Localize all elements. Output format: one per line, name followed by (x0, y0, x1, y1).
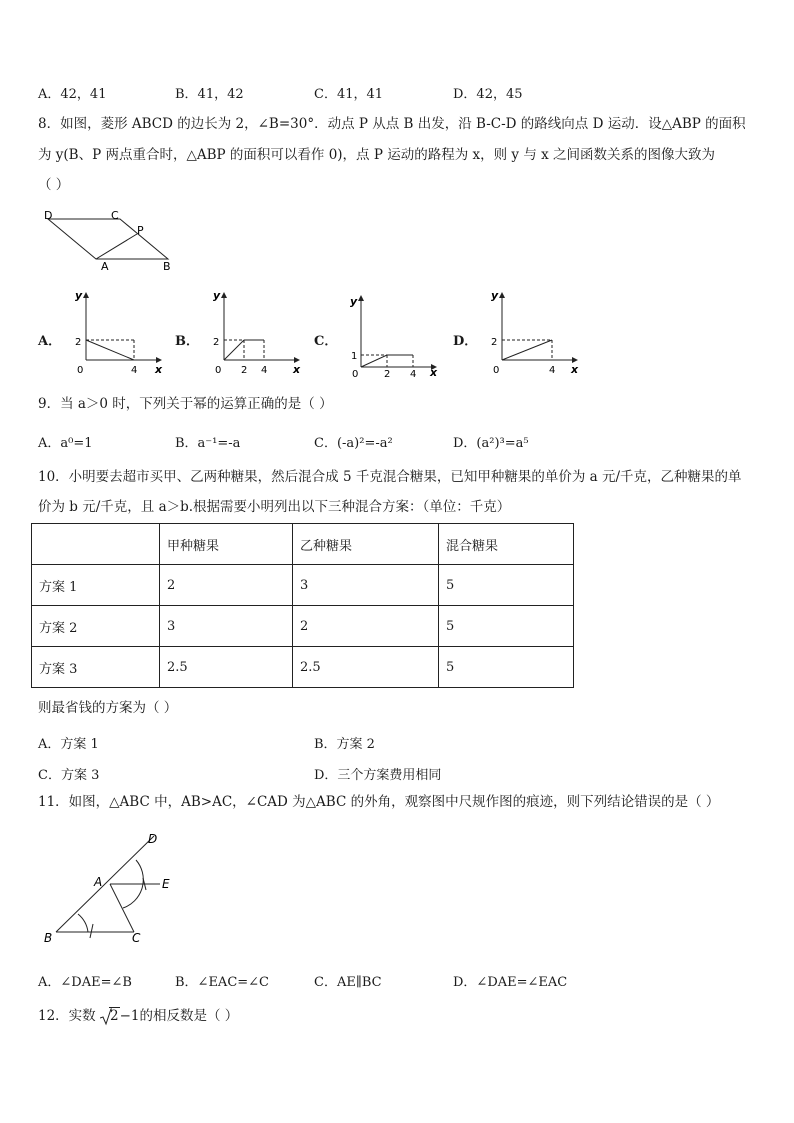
q9-text: 9．当 a＞0 时，下列关于幂的运算正确的是（ ） (38, 396, 333, 412)
table-cell: 5 (439, 606, 574, 647)
label-a: A (94, 875, 103, 889)
table-row (32, 565, 574, 606)
svg-text:2: 2 (384, 369, 391, 380)
svg-text:4: 4 (410, 369, 417, 380)
svg-text:0: 0 (493, 365, 500, 376)
label-a: A (101, 260, 109, 273)
table-cell: 2 (160, 565, 293, 606)
table-row (32, 647, 574, 688)
q8-graph-b (208, 290, 303, 385)
svg-text:x: x (293, 363, 301, 376)
table-cell: 2.5 (160, 647, 293, 688)
q8-answer-paren: （ ） (38, 177, 70, 193)
table-cell: 方案 3 (32, 647, 160, 688)
q8-graph-c (345, 293, 440, 388)
label-c: C (132, 931, 141, 945)
q10-option-b: B．方案 2 (314, 737, 375, 752)
svg-text:4: 4 (131, 365, 138, 376)
q8-graph-a-label: A． (38, 334, 62, 349)
table-header-row (32, 524, 574, 565)
q10-option-d: D．三个方案费用相同 (314, 768, 442, 783)
label-c: C (111, 209, 119, 222)
svg-text:x: x (430, 366, 438, 379)
table-cell: 5 (439, 647, 574, 688)
svg-text:0: 0 (77, 365, 84, 376)
label-p: P (137, 224, 144, 237)
table-cell: 2 (293, 606, 439, 647)
q7-option-b: B．41，42 (175, 87, 244, 102)
svg-text:2: 2 (75, 337, 82, 348)
q10-text-line1: 10．小明要去超市买甲、乙两种糖果，然后混合成 5 千克混合糖果，已知甲种糖果的单价为 a 元/千克，乙种糖果的单 (38, 469, 742, 485)
q9-option-b: B．a⁻¹=-a (175, 436, 241, 451)
q7-option-d: D．42，45 (453, 87, 523, 102)
q11-option-d: D．∠DAE=∠EAC (453, 975, 568, 990)
label-b: B (163, 260, 171, 273)
q9-option-d: D．(a²)³=a⁵ (453, 436, 529, 451)
table-cell: 3 (160, 606, 293, 647)
q9-option-c: C．(-a)²=-a² (314, 436, 393, 451)
svg-text:4: 4 (549, 365, 556, 376)
q11-option-b: B．∠EAC=∠C (175, 975, 270, 990)
table-header-cell: 乙种糖果 (293, 524, 439, 565)
q11-text: 11．如图，△ABC 中，AB>AC，∠CAD 为△ABC 的外角，观察图中尺规作图的痕迹，则下列结论错误的是（ ） (38, 794, 720, 810)
q11-triangle-figure (38, 828, 188, 948)
q10-text-line2: 价为 b 元/千克，且 a＞b.根据需要小明列出以下三种混合方案：（单位：千克） (38, 499, 511, 515)
q10-mix-table (31, 523, 574, 688)
svg-text:2: 2 (491, 337, 498, 348)
label-d: D (44, 209, 53, 222)
q12-minus-one: −1 (119, 1008, 140, 1024)
table-header-cell (32, 524, 160, 565)
q12-suffix: 的相反数是（ ） (139, 1008, 239, 1024)
q12-text (38, 1006, 238, 1026)
label-e: E (162, 877, 170, 891)
q10-option-a: A．方案 1 (38, 737, 99, 752)
q7-option-a: A．42，41 (38, 87, 107, 102)
svg-text:y: y (75, 290, 83, 302)
q11-option-c: C．AE∥BC (314, 975, 382, 990)
q12-prefix: 12．实数 (38, 1008, 96, 1024)
svg-text:2: 2 (213, 337, 220, 348)
label-b: B (44, 931, 53, 945)
svg-text:1: 1 (351, 351, 358, 362)
svg-text:0: 0 (215, 365, 222, 376)
table-cell: 方案 2 (32, 606, 160, 647)
q8-rhombus-figure (38, 205, 178, 275)
q7-option-c: C．41，41 (314, 87, 384, 102)
svg-text:2: 2 (241, 365, 248, 376)
q11-option-a: A．∠DAE=∠B (38, 975, 132, 990)
table-cell: 方案 1 (32, 565, 160, 606)
q8-graph-d (486, 290, 581, 385)
table-cell: 5 (439, 565, 574, 606)
q8-graph-d-label: D． (453, 334, 478, 349)
q10-question: 则最省钱的方案为（ ） (38, 700, 178, 716)
svg-text:0: 0 (352, 369, 359, 380)
q12-radicand: 2 (109, 1008, 119, 1024)
svg-text:x: x (155, 363, 163, 376)
q8-graph-b-label: B． (175, 334, 199, 349)
svg-text:y: y (350, 295, 358, 308)
sqrt-icon (100, 1006, 120, 1026)
q10-option-c: C．方案 3 (38, 768, 100, 783)
q8-graph-c-label: C． (314, 334, 338, 349)
table-header-cell: 甲种糖果 (160, 524, 293, 565)
table-cell: 3 (293, 565, 439, 606)
table-cell: 2.5 (293, 647, 439, 688)
svg-text:4: 4 (261, 365, 268, 376)
radical-sign-icon (100, 1008, 112, 1026)
svg-text:y: y (213, 290, 221, 302)
label-d: D (148, 832, 158, 846)
table-header-cell: 混合糖果 (439, 524, 574, 565)
q8-text-line1: 8．如图，菱形 ABCD 的边长为 2，∠B=30°．动点 P 从点 B 出发，沿 B-C-D 的路线向点 D 运动．设△ABP 的面积 (38, 116, 746, 132)
q8-text-line2: 为 y(B、P 两点重合时，△ABP 的面积可以看作 0)，点 P 运动的路程为 x，则 y 与 x 之间函数关系的图像大致为 (38, 147, 716, 163)
svg-text:y: y (491, 290, 499, 302)
q8-graph-a (70, 290, 165, 385)
q9-option-a: A．a⁰=1 (38, 436, 93, 451)
table-row (32, 606, 574, 647)
svg-text:x: x (571, 363, 579, 376)
